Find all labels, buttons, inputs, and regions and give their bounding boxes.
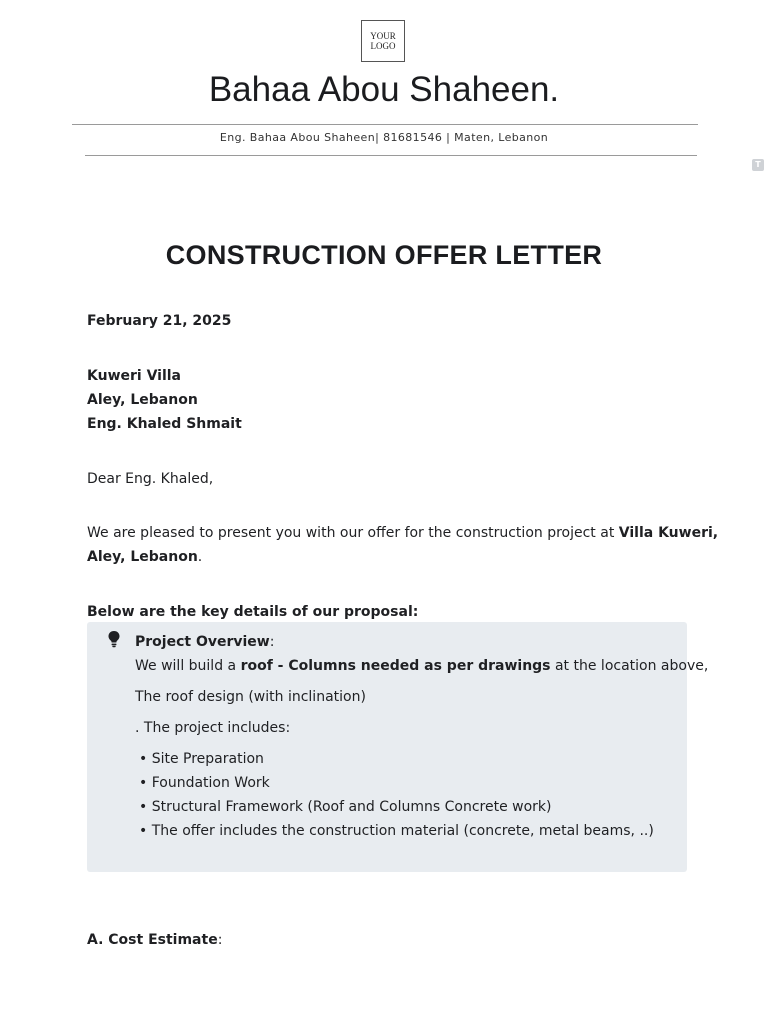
logo-text-line2: LOGO	[370, 41, 396, 51]
list-item: • Structural Framework (Roof and Columns Concrete work)	[139, 799, 552, 815]
intro-text: We are pleased to present you with our offer for the construction project at	[87, 525, 619, 541]
letter-date: February 21, 2025	[87, 313, 232, 329]
intro-end: .	[197, 549, 203, 565]
header-rule-top	[72, 124, 698, 125]
project-overview-label: Project Overview	[135, 634, 270, 650]
company-name: Bahaa Abou Shaheen.	[208, 70, 560, 109]
recipient-line-3: Eng. Khaled Shmait	[87, 416, 242, 432]
key-details-heading: Below are the key details of our proposal:	[87, 604, 419, 620]
overview-line1-post: at the location above,	[550, 658, 709, 674]
text-tool-icon[interactable]: T	[752, 159, 764, 171]
overview-line-3: . The project includes:	[135, 720, 291, 736]
salutation: Dear Eng. Khaled,	[87, 471, 214, 487]
intro-paragraph-line1	[87, 525, 718, 541]
list-item: • The offer includes the construction material (concrete, metal beams, ..)	[139, 823, 654, 839]
overview-line-2: The roof design (with inclination)	[135, 689, 366, 705]
document-title: CONSTRUCTION OFFER LETTER	[165, 240, 603, 270]
contact-line: Eng. Bahaa Abou Shaheen| 81681546 | Maten, Lebanon	[219, 131, 549, 144]
intro-paragraph-line2	[87, 549, 202, 565]
list-item: • Site Preparation	[139, 751, 264, 767]
cost-estimate-heading	[87, 932, 222, 948]
intro-location-bold-1: Villa Kuweri,	[618, 525, 719, 541]
company-logo	[361, 20, 405, 62]
lightbulb-icon	[107, 630, 121, 648]
project-overview-label-line	[135, 634, 274, 650]
overview-line1-bold: roof - Columns needed as per drawings	[240, 658, 551, 674]
recipient-line-1: Kuweri Villa	[87, 368, 182, 384]
intro-location-bold-2: Aley, Lebanon	[87, 549, 198, 565]
cost-estimate-label: A. Cost Estimate	[87, 932, 218, 948]
project-overview-colon: :	[269, 634, 275, 650]
cost-estimate-colon: :	[217, 932, 223, 948]
overview-line1-pre: We will build a	[135, 658, 241, 674]
logo-text-line1: YOUR	[370, 31, 396, 41]
recipient-line-2: Aley, Lebanon	[87, 392, 198, 408]
header-rule-bottom	[85, 155, 697, 156]
overview-line-1	[135, 658, 708, 674]
list-item: • Foundation Work	[139, 775, 270, 791]
